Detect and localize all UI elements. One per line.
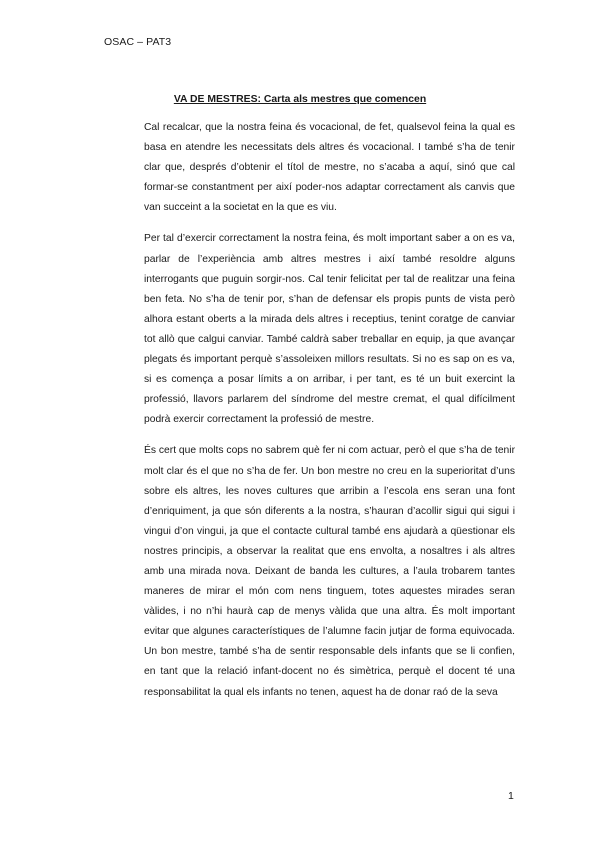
document-title: VA DE MESTRES: Carta als mestres que comencen xyxy=(173,94,427,105)
paragraph-1: Cal recalcar, que la nostra feina és vocacional, de fet, qualsevol feina la qual es basa en atendre les necessitats dels altres és vocacional. I també s’ha de tenir clar que, després d’obtenir el títol de mestre, no s’acaba a aquí, sinó que cal formar-se constantment per així poder-nos adaptar correctament als canvis que van succeint a la societat en la que es viu. xyxy=(144,122,515,214)
paragraph-2: Per tal d’exercir correctament la nostra feina, és molt important saber a on es va, parlar de l’experiència amb altres mestres i així també resoldre alguns interrogants que puguin sorgir-nos. Cal tenir felicitat per tal de realitzar una feina ben feta. No s’ha de tenir por, s’han de defensar els propis punts de vista però alhora estant oberts a la mirada dels altres i receptius, tenint coratge de canviar tot allò que calgui canviar. També caldrà saber treballar en equip, ja que avançar plegats és important perquè s’assoleixen millors resultats. Si no es sap on es va, si es comença a posar límits a on arribar, i per tant, es té un buit exercint la professió, llavors parlarem del síndrome del mestre cremat, el qual difícilment podrà exercir correctament la professió de mestre. xyxy=(144,233,515,426)
page-header: OSAC – PAT3 xyxy=(104,36,172,48)
page-number: 1 xyxy=(508,790,514,802)
document-body xyxy=(144,118,515,714)
paragraph-3: És cert que molts cops no sabrem què fer ni com actuar, però el que s’ha de tenir molt clar és el que no s’ha de fer. Un bon mestre no creu en la superioritat d’uns sobre els altres, les noves cultures que arribin a l’escola ens seran una font d’enriquiment, ja que són diferents a la nostra, s’hauran d’acollir sigui qui sigui i vingui d’on vingui, ja que el contacte cultural també ens ajudarà a qüestionar els nostres principis, a observar la realitat que ens envolta, a nosaltres i als altres amb una mirada nova. Deixant de banda les cultures, a l’aula trobarem tantes maneres de mirar el món com nens tinguem, totes aquestes mirades seran vàlides, i no n’hi haurà cap de menys vàlida que una altra. És molt important evitar que algunes característiques de l’alumne facin jutjar de forma equivocada. Un bon mestre, també s’ha de sentir responsable dels infants que se li confien, en tant que la relació infant-docent no és simètrica, perquè el docent té una responsabilitat la qual els infants no tenen, aquest ha de donar raó de la seva xyxy=(144,445,515,698)
